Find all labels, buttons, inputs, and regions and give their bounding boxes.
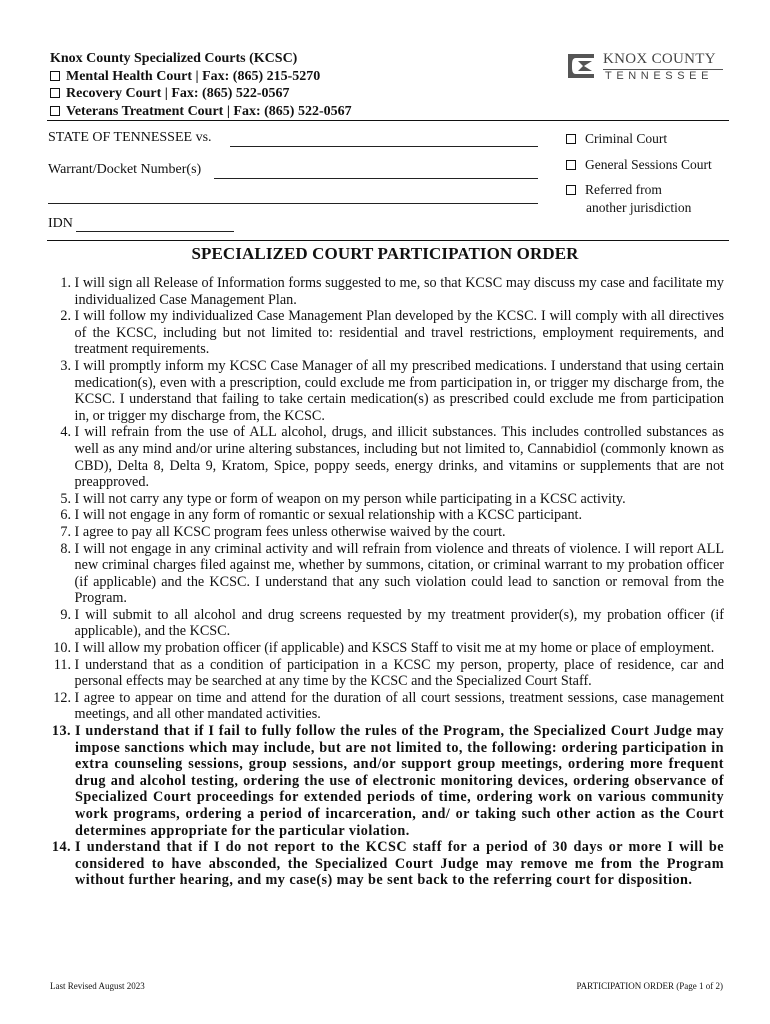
checkbox-veterans[interactable] <box>50 106 60 116</box>
term-number: 9. <box>60 606 71 623</box>
checkbox-general-sessions[interactable] <box>566 160 576 170</box>
knox-county-logo: KNOX COUNTY TENNESSEE <box>565 50 730 84</box>
court-mental-health: Mental Health Court | Fax: (865) 215-5270 <box>50 68 470 86</box>
term-item <box>44 657 724 690</box>
header-divider <box>47 120 729 121</box>
idn-label: IDN <box>48 216 73 231</box>
knox-county-logo-icon <box>565 50 597 82</box>
term-number: 2. <box>60 308 71 325</box>
checkbox-recovery[interactable] <box>50 88 60 98</box>
state-label: STATE OF TENNESSEE vs. <box>48 130 212 145</box>
term-item <box>44 507 724 524</box>
page-title: SPECIALIZED COURT PARTICIPATION ORDER <box>191 244 579 263</box>
warrant-number-field[interactable] <box>214 178 538 179</box>
term-number: 7. <box>60 523 71 540</box>
page-number: PARTICIPATION ORDER (Page 1 of 2) <box>576 981 723 991</box>
term-item <box>44 607 724 640</box>
court-veterans: Veterans Treatment Court | Fax: (865) 522-0567 <box>50 103 470 121</box>
terms-list <box>44 275 724 889</box>
term-number: 12. <box>53 689 71 706</box>
term-item <box>44 541 724 607</box>
term-number: 11. <box>53 656 71 673</box>
term-item <box>44 690 724 723</box>
term-text: I will not engage in any form of romantic or sexual relationship with a KCSC participant. <box>74 507 583 524</box>
term-number: 8. <box>60 540 71 557</box>
term-number: 4. <box>60 424 71 441</box>
term-number: 14. <box>51 839 71 856</box>
checkbox-mental-health[interactable] <box>50 71 60 81</box>
court-header <box>50 50 470 120</box>
term-text: I understand that if I do not report to the KCSC staff for a period of 30 days or more I will be considered to have absconded, the Specialized Court Judge may remove me from the Program without further hearing, and my case(s) may be sent back to the referring court for disposition. <box>75 839 724 889</box>
term-text: I will sign all Release of Information forms suggested to me, so that KCSC may discuss my case and facilitate my individualized Case Management Plan. <box>74 275 724 308</box>
term-item <box>44 275 724 308</box>
option-general-sessions: General Sessions Court <box>566 157 712 173</box>
term-item <box>44 524 724 541</box>
term-text: I will not carry any type or form of weapon on my person while participating in a KCSC activity. <box>74 490 626 507</box>
defendant-name-field[interactable] <box>230 146 538 147</box>
term-item <box>44 723 724 839</box>
checkbox-criminal-court[interactable] <box>566 134 576 144</box>
term-item <box>44 358 724 424</box>
term-text: I understand that if I fail to fully follow the rules of the Program, the Specialized Court Judge may impose sanctions which may include, but are not limited to, the following: ordering participation in extra counseling sessions, group sessions, and/or support group meetings, ordering more frequent drug and alcohol testing, ordering the use of electronic monitoring devices, ordering observance of Specialized Court proceedings for extended periods of time, ordering work on various community work programs, ordering a period of incarceration, and/ or taking such other action as the Court determines appropriate for the particular violation. <box>75 723 724 839</box>
term-item <box>44 424 724 490</box>
term-text: I agree to appear on time and attend for the duration of all court sessions, treatment sessions, case management meetings, and all other mandated activities. <box>74 689 724 723</box>
term-item <box>44 640 724 657</box>
term-text: I will promptly inform my KCSC Case Manager of all my prescribed medications. I understand that using certain medication(s), even with a prescription, could exclude me from participation in, or trigger my discharge from, the KCSC. I understand that failing to take certain medication(s) as prescribed could exclude me from participation in, or trigger my discharge from, the KCSC. <box>74 357 724 424</box>
term-number: 13. <box>51 723 71 740</box>
org-name: Knox County Specialized Courts (KCSC) <box>50 51 298 66</box>
revision-date: Last Revised August 2023 <box>50 981 145 991</box>
term-text: I will submit to all alcohol and drug screens requested by my treatment provider(s), my probation officer (if applicable), and the KCSC. <box>74 606 724 640</box>
warrant-number-field-line2[interactable] <box>48 203 538 204</box>
idn-field[interactable] <box>76 231 234 232</box>
term-text: I will follow my individualized Case Management Plan developed by the KCSC. I will comply with all directives of the KCSC, including but not limited to: residential and travel restrictions, employment requirements, and treatment requirements. <box>74 308 724 358</box>
option-referred-line2: another jurisdiction <box>586 200 692 215</box>
term-number: 1. <box>60 275 71 291</box>
term-item <box>44 491 724 508</box>
term-item <box>44 308 724 358</box>
option-referred: Referred from <box>566 182 662 198</box>
title-divider <box>47 240 729 241</box>
term-text: I will allow my probation officer (if applicable) and KSCS Staff to visit me at my home or place of employment. <box>74 640 715 657</box>
warrant-label: Warrant/Docket Number(s) <box>48 162 202 177</box>
option-criminal-court: Criminal Court <box>566 131 667 147</box>
term-text: I will refrain from the use of ALL alcohol, drugs, and illicit substances. This includes controlled substances as well as any mind and/or urine altering substances, including but not limited to, Cannabidiol (commonly known as CBD), Delta 8, Delta 9, Kratom, Spice, poppy seeds, energy drinks, and vitamins or supplements that are not preapproved. <box>74 424 724 491</box>
checkbox-referred[interactable] <box>566 185 576 195</box>
term-text: I will not engage in any criminal activity and will refrain from violence and threats of violence. I will report ALL new criminal charges filed against me, whether by summons, citation, or criminal warrant to my probation officer (if applicable) and the KCSC. I understand that any such violation could lead to sanction or removal from the Program. <box>74 540 724 607</box>
term-text: I agree to pay all KCSC program fees unless otherwise waived by the court. <box>74 523 506 540</box>
term-item <box>44 839 724 889</box>
term-number: 5. <box>60 490 71 507</box>
term-text: I understand that as a condition of participation in a KCSC my person, property, place of residence, car and personal effects may be searched at any time by the KCSC and the Specialized Court Staff. <box>74 656 724 690</box>
term-number: 6. <box>60 507 71 524</box>
term-number: 10. <box>53 640 71 657</box>
term-number: 3. <box>60 357 71 374</box>
court-recovery: Recovery Court | Fax: (865) 522-0567 <box>50 85 470 103</box>
